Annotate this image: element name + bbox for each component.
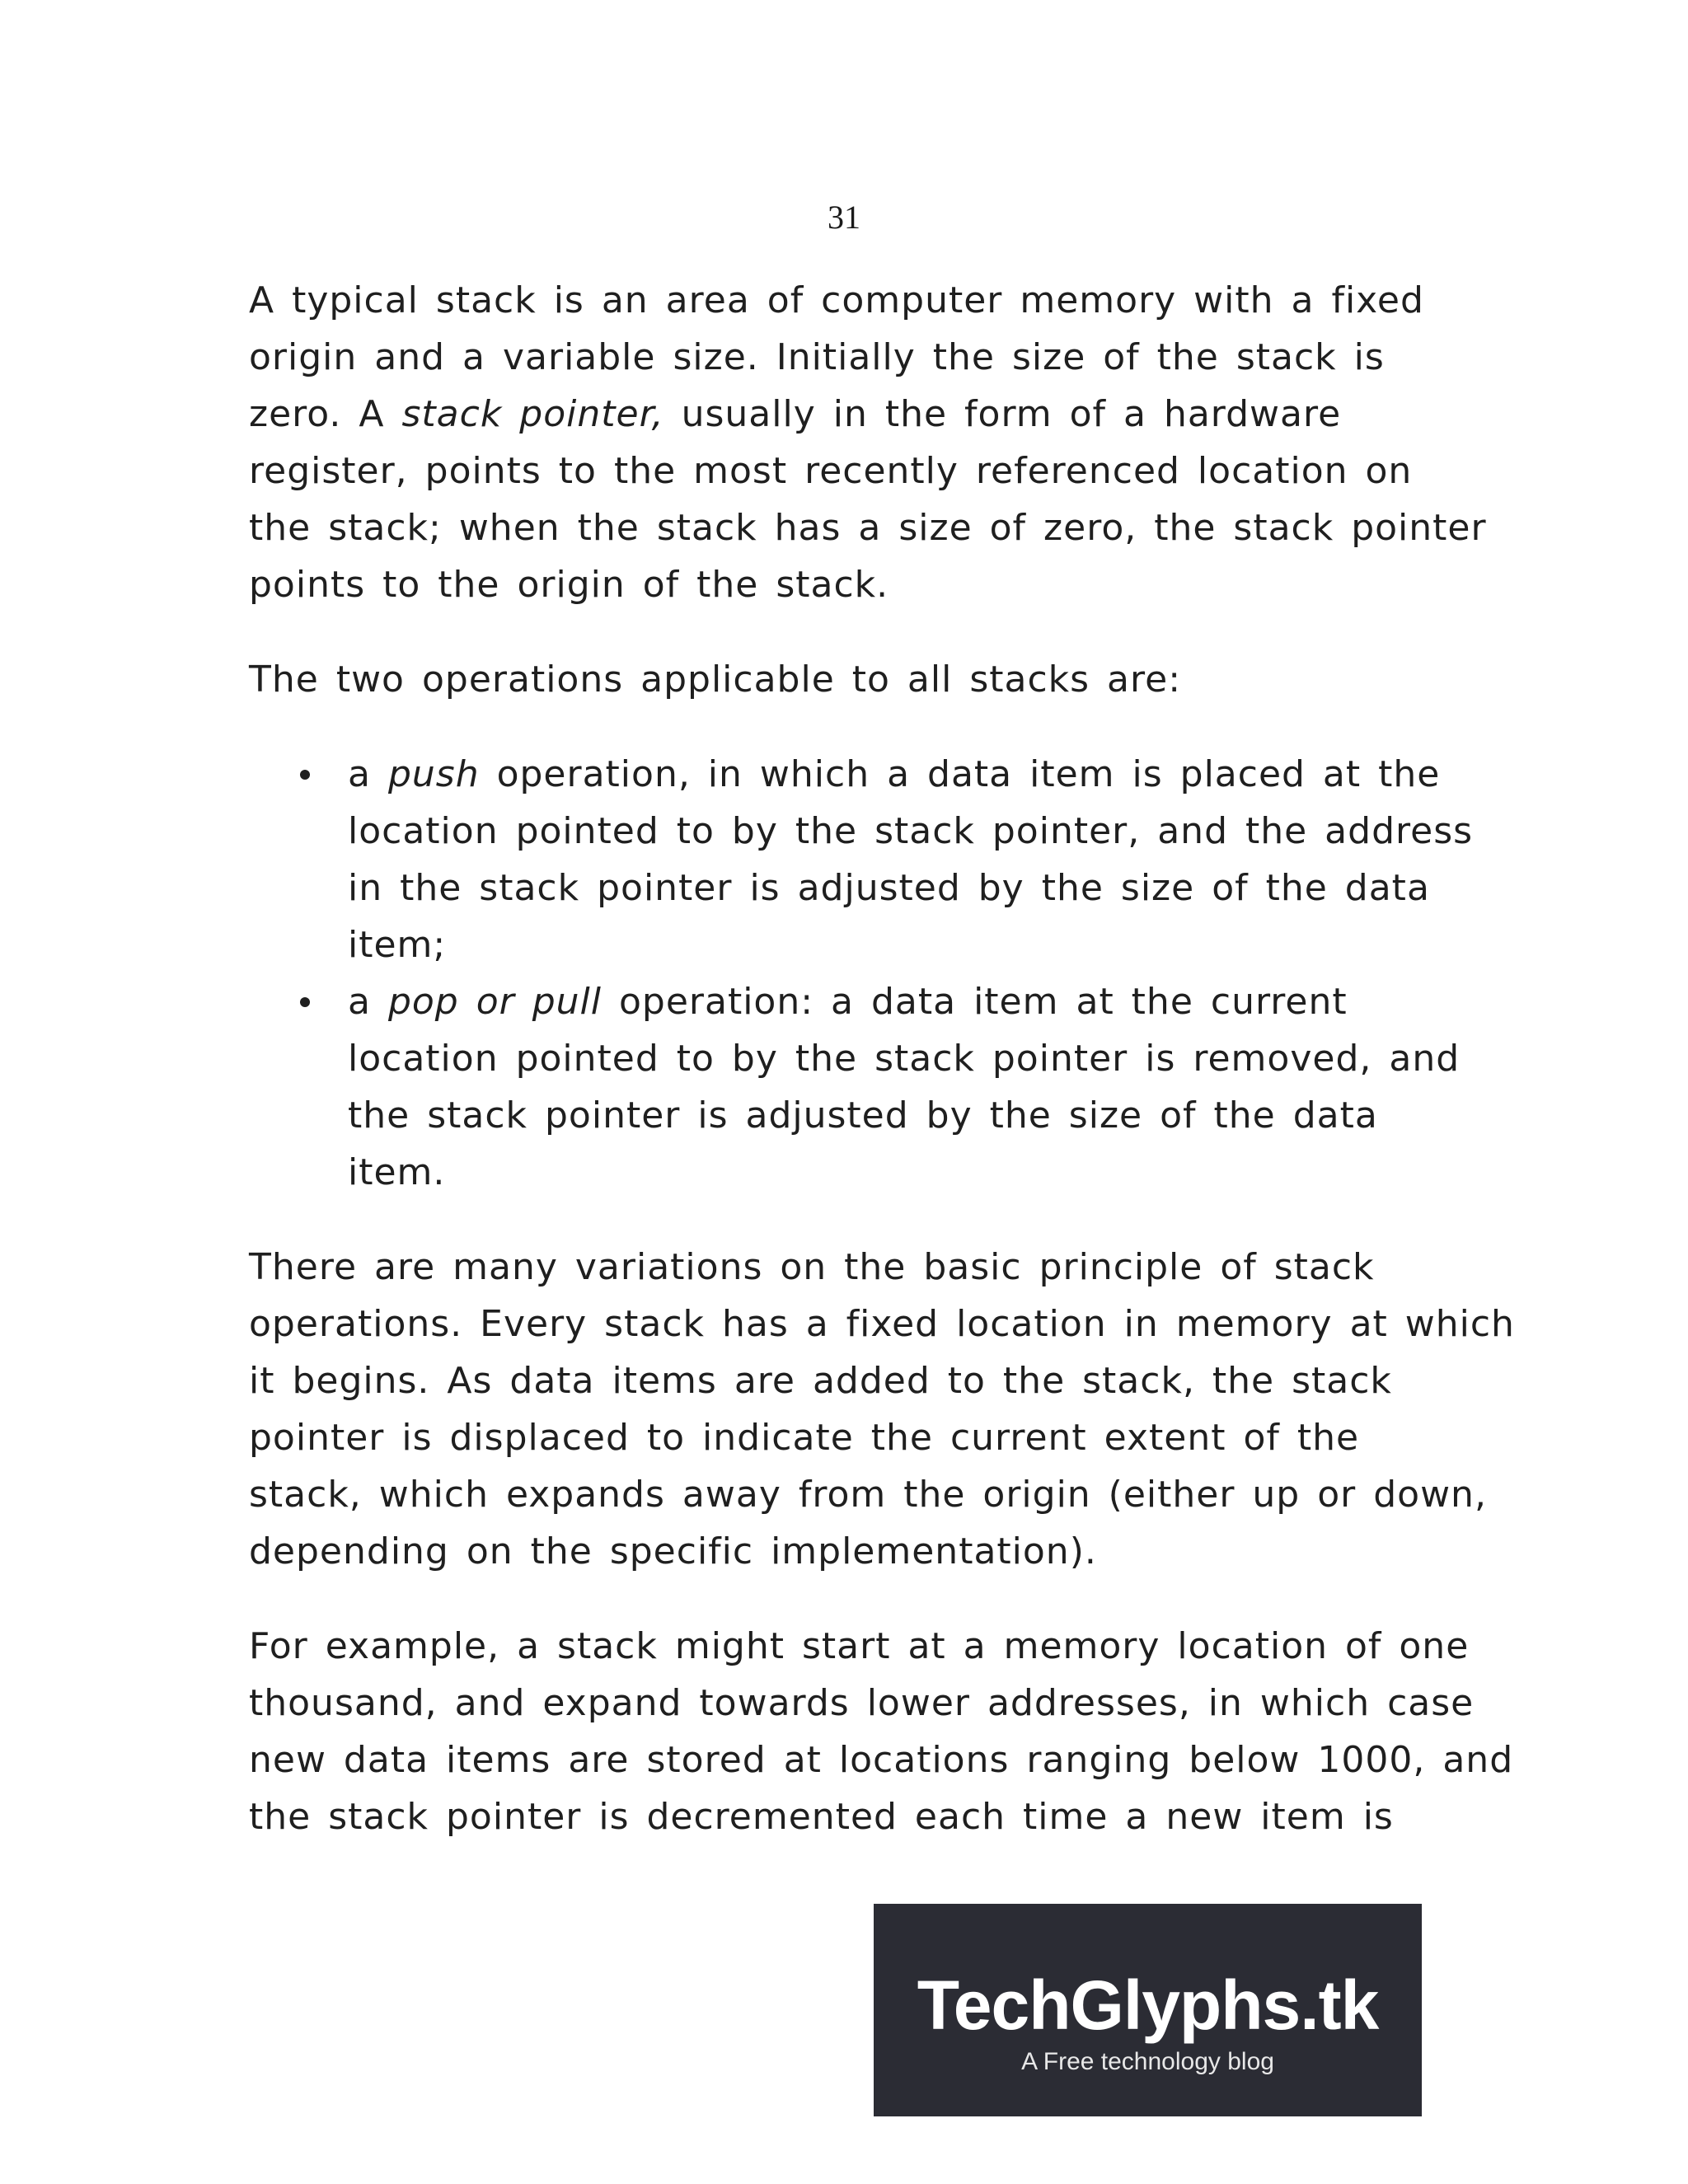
text-segment: usually in the form of a hardware [663, 393, 1342, 435]
text-line: depending on the specific implementation). [249, 1530, 1097, 1572]
paragraph-stack-definition [249, 272, 1487, 613]
text-line [249, 386, 1444, 443]
text-line: The two operations applicable to all stacks are: [249, 658, 1182, 701]
text-line: pointer is displaced to indicate the current extent of the [249, 1417, 1360, 1459]
list-item-push [348, 746, 1474, 973]
text-line: There are many variations on the basic principle of stack [249, 1246, 1375, 1288]
text-line: points to the origin of the stack. [249, 564, 889, 606]
paragraph-operations-intro [249, 651, 1444, 708]
text-line: the stack; when the stack has a size of zero, the stack pointer [249, 507, 1487, 549]
text-line: in the stack pointer is adjusted by the size of the data [348, 867, 1430, 909]
paragraph-variations [249, 1239, 1515, 1580]
techglyphs-logo [874, 1904, 1422, 2116]
text-segment: operation: a data item at the current [601, 981, 1348, 1023]
bullet-icon [300, 997, 310, 1007]
page-number: 31 [828, 199, 860, 236]
text-line: the stack pointer is decremented each time a new item is [249, 1796, 1394, 1838]
text-line: location pointed to by the stack pointer is removed, and [348, 1038, 1461, 1080]
text-line: it begins. As data items are added to the stack, the stack [249, 1360, 1392, 1402]
text-line: item; [348, 924, 447, 966]
text-segment: operation, in which a data item is placed at the [479, 753, 1441, 795]
text-line: the stack pointer is adjusted by the size of the data [348, 1094, 1378, 1137]
text-line: A typical stack is an area of computer memory with a fixed [249, 279, 1424, 321]
text-line: stack, which expands away from the origin (either up or down, [249, 1474, 1487, 1516]
text-line: register, points to the most recently referenced location on [249, 450, 1413, 492]
bullet-icon [300, 770, 310, 780]
text-line [348, 746, 1444, 803]
text-line: new data items are stored at locations ranging below 1000, and [249, 1739, 1514, 1781]
text-line: item. [348, 1151, 446, 1193]
text-segment: a [348, 981, 388, 1023]
text-line: operations. Every stack has a fixed location in memory at which [249, 1303, 1515, 1345]
operations-list [249, 746, 1474, 1201]
text-line [348, 973, 1444, 1030]
italic-term-stack-pointer: stack pointer, [401, 393, 664, 435]
body-text [249, 272, 1515, 1883]
list-item-pop [348, 973, 1461, 1201]
text-line: location pointed to by the stack pointer, and the address [348, 810, 1474, 852]
italic-term-pop-or-pull: pop or pull [387, 981, 602, 1023]
text-segment: zero. A [249, 393, 402, 435]
text-line: thousand, and expand towards lower addresses, in which case [249, 1682, 1475, 1724]
paragraph-example [249, 1618, 1514, 1845]
text-segment: a [348, 753, 388, 795]
logo-tagline: A Free technology blog [1021, 2048, 1274, 2075]
text-line: origin and a variable size. Initially the size of the stack is [249, 336, 1385, 378]
text-line: For example, a stack might start at a memory location of one [249, 1625, 1470, 1667]
italic-term-push: push [387, 753, 480, 795]
logo-title: TechGlyphs.tk [917, 1966, 1379, 2044]
